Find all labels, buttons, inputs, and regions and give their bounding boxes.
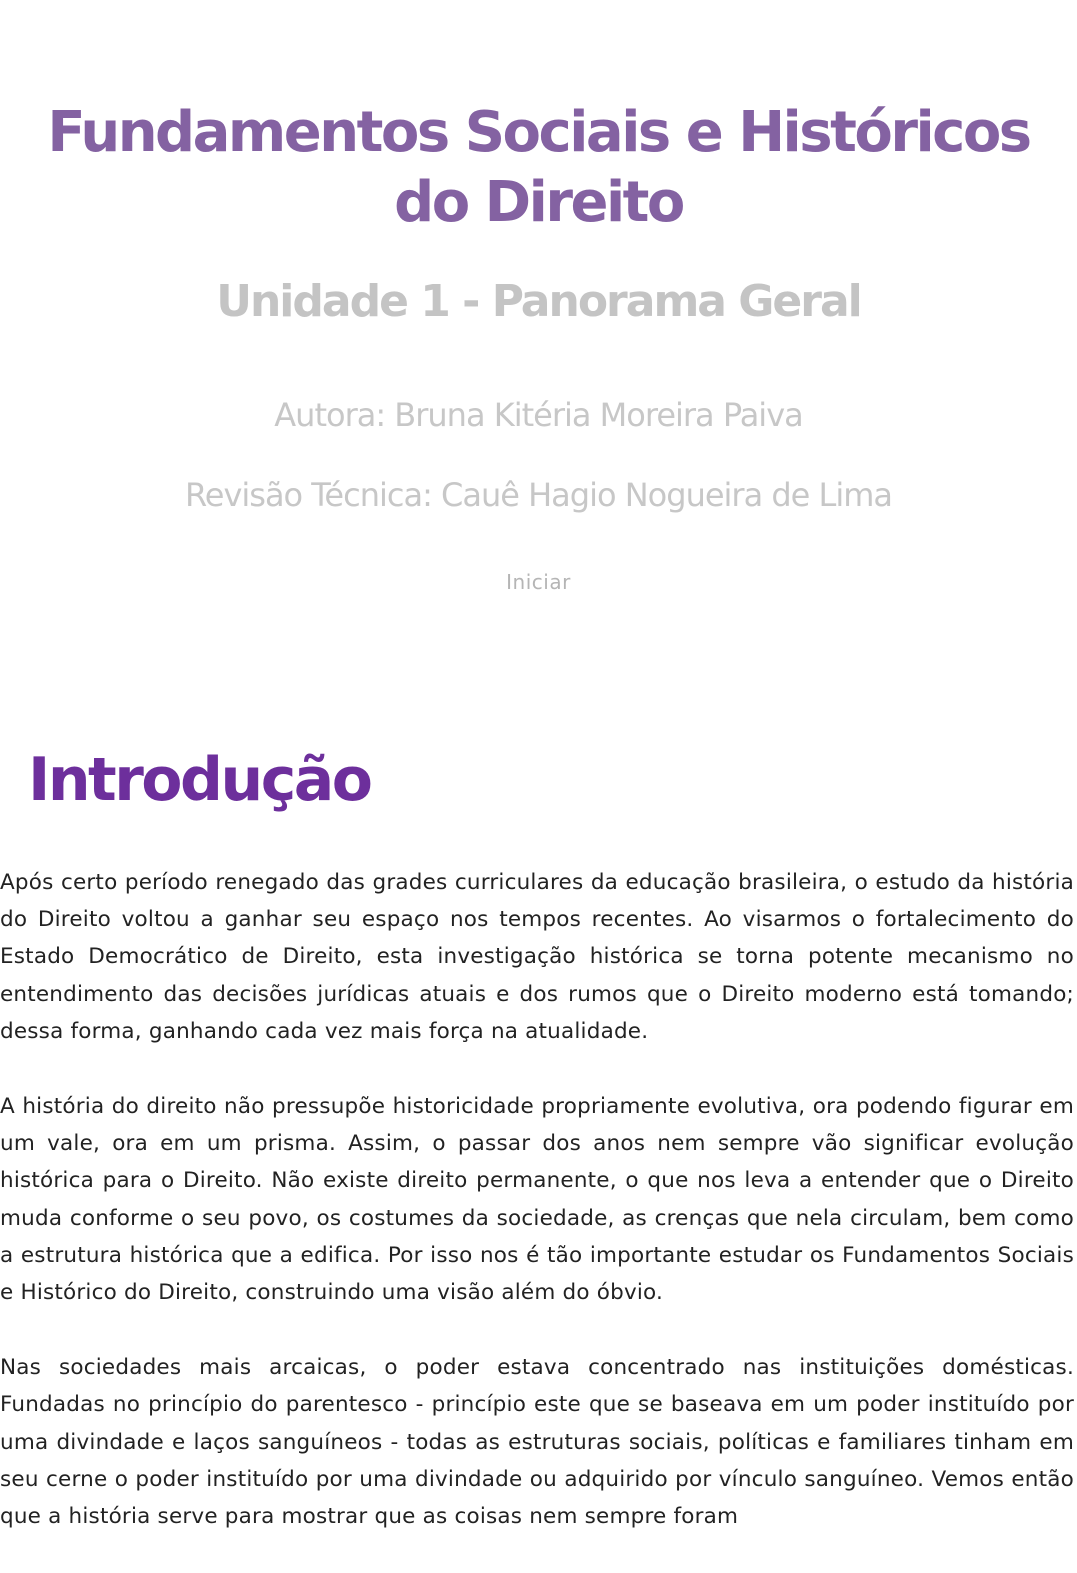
start-link[interactable]: Iniciar bbox=[506, 570, 571, 594]
intro-body bbox=[0, 864, 1074, 1573]
paragraph: A história do direito não pressupõe historicidade propriamente evolutiva, ora podendo figurar em um vale, ora em um prisma. Assim, o passar dos anos nem sempre vão significar evolução histórica para o Direito. Não existe direito permanente, o que nos leva a entender que o Direito muda conforme o seu povo, os costumes da sociedade, as crenças que nela circulam, bem como a estrutura histórica que a edifica. Por isso nos é tão importante estudar os Fundamentos Sociais e Histórico do Direito, construindo uma visão além do óbvio. bbox=[0, 1094, 1074, 1306]
paragraph: Nas sociedades mais arcaicas, o poder estava concentrado nas instituições domésticas. Fundadas no princípio do parentesco - princípio este que se baseava em um poder instituído por uma divindade e laços sanguíneos - todas as estruturas sociais, políticas e familiares tinham em seu cerne o poder instituído por uma divindade ou adquirido por vínculo sanguíneo. Vemos então que a história serve para mostrar que as coisas nem sempre foram bbox=[0, 1355, 1074, 1530]
unit-subtitle: Unidade 1 - Panorama Geral bbox=[216, 276, 861, 327]
course-title: Fundamentos Sociais e Históricos do Direito bbox=[47, 100, 1030, 235]
author-line: Autora: Bruna Kitéria Moreira Paiva bbox=[274, 396, 803, 434]
section-heading: Introdução bbox=[28, 745, 371, 815]
reviewer-line: Revisão Técnica: Cauê Hagio Nogueira de Lima bbox=[184, 476, 893, 514]
paragraph: Após certo período renegado das grades curriculares da educação brasileira, o estudo da história do Direito voltou a ganhar seu espaço nos tempos recentes. Ao visarmos o fortalecimento do Estado Democrático de Direito, esta investigação histórica se torna potente mecanismo no entendimento das decisões jurídicas atuais e dos rumos que o Direito moderno está tomando; dessa forma, ganhando cada vez mais força na atualidade. bbox=[0, 870, 1074, 1044]
